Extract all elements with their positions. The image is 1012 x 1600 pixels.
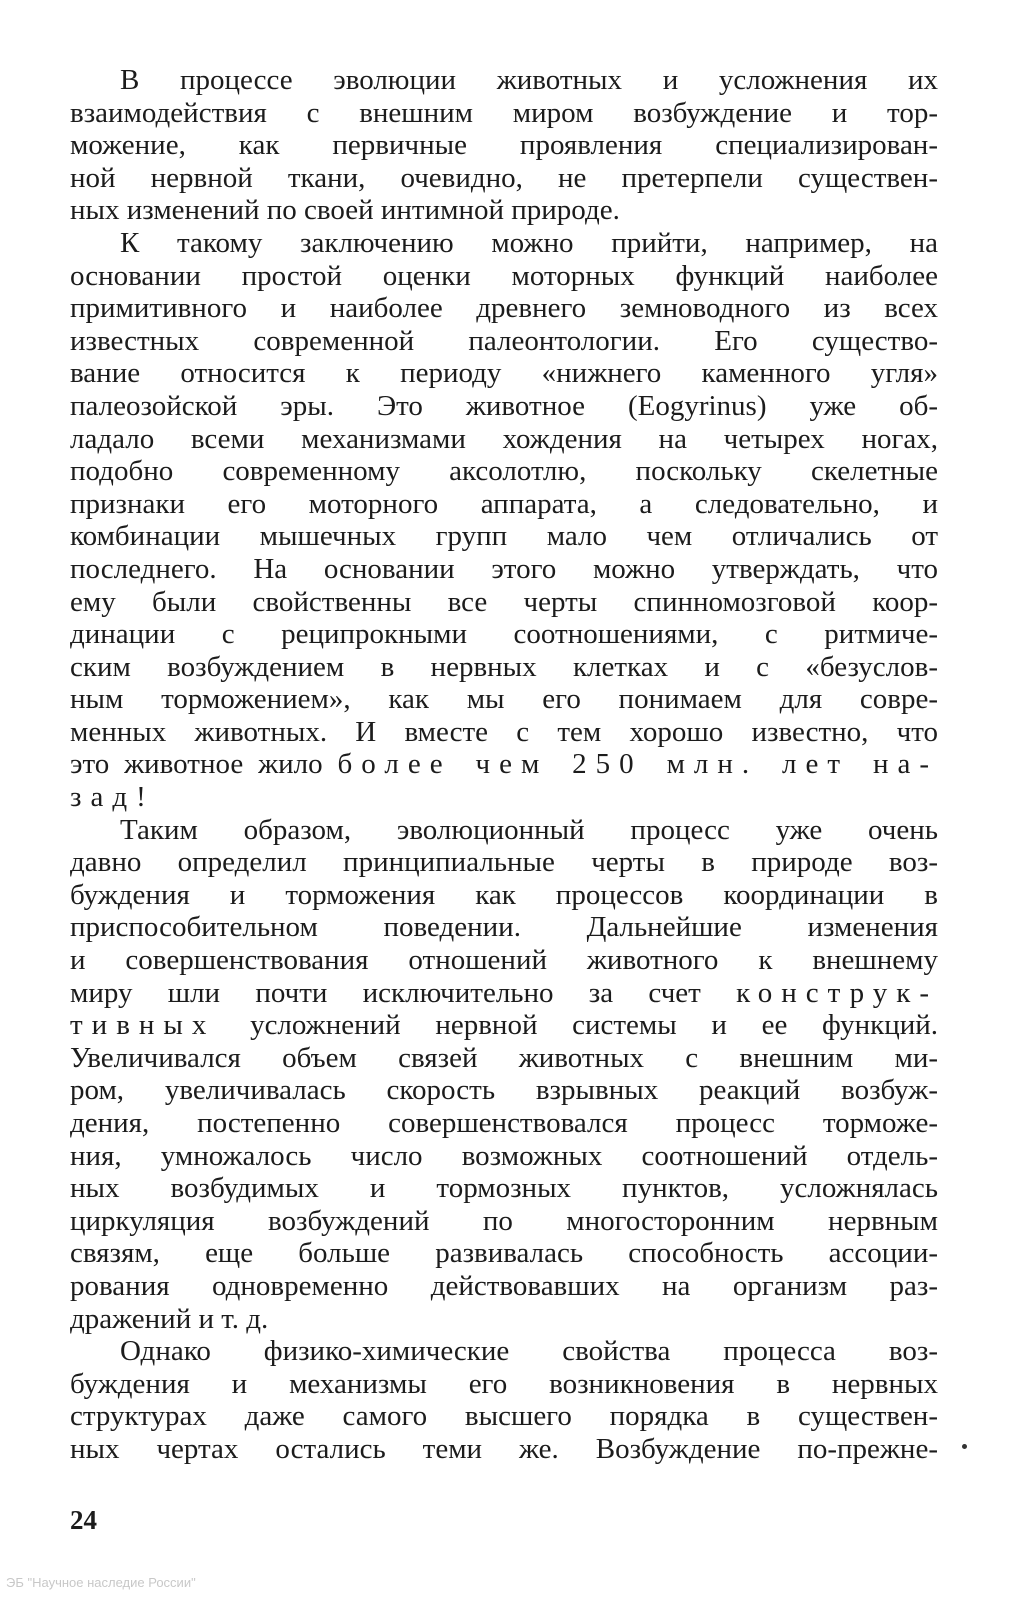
line-text: ром, увеличивалась скорость взрывных реакций возбуж- bbox=[70, 1074, 938, 1107]
line-text: В процессе эволюции животных и усложнения их bbox=[120, 64, 938, 96]
line-text: циркуляция возбуждений по многосторонним нервным bbox=[70, 1204, 938, 1237]
watermark-text: ЭБ "Научное наследие России" bbox=[6, 1575, 196, 1590]
line-text: структурах даже самого высшего порядка в существен- bbox=[70, 1400, 938, 1433]
line-text: примитивного и наиболее древнего земноводного из всех bbox=[70, 292, 938, 325]
line-text: ным торможением», как мы его понимаем для совре- bbox=[70, 683, 938, 716]
line-text: давно определил принципиальные черты в природе воз- bbox=[70, 846, 938, 879]
text-line bbox=[70, 194, 938, 227]
line-text: основании простой оценки моторных функций наиболее bbox=[70, 259, 938, 292]
text-line bbox=[70, 651, 938, 684]
text-line bbox=[70, 423, 938, 456]
line-text: менных животных. И вместе с тем хорошо известно, что bbox=[70, 715, 938, 748]
text-line bbox=[70, 292, 938, 325]
line-text: подобно современному аксолотлю, поскольку скелетные bbox=[70, 455, 938, 488]
line-text: буждения и механизмы его возникновения в нервных bbox=[70, 1367, 938, 1400]
text-line bbox=[70, 814, 938, 847]
text-line bbox=[70, 1205, 938, 1238]
line-text: связям, еще больше развивалась способность ассоции- bbox=[70, 1237, 938, 1270]
line-text: вание относится к периоду «нижнего каменного угля» bbox=[70, 357, 938, 390]
text-line bbox=[70, 683, 938, 716]
text-line bbox=[70, 520, 938, 553]
spaced-emphasis: более чем 250 млн. лет на- bbox=[337, 748, 938, 781]
line-text: ским возбуждением в нервных клетках и с «безуслов- bbox=[70, 650, 938, 683]
text-line bbox=[70, 162, 938, 195]
line-text: взаимодействия с внешним миром возбуждение и тор- bbox=[70, 96, 938, 129]
text-line bbox=[70, 455, 938, 488]
line-text: дражений и т. д. bbox=[70, 1302, 269, 1335]
line-text: усложнений нервной системы и ее функций. bbox=[250, 1009, 938, 1042]
text-line bbox=[70, 97, 938, 130]
line-text: Таким образом, эволюционный процесс уже очень bbox=[120, 813, 938, 846]
line-text: комбинации мышечных групп мало чем отличались от bbox=[70, 520, 938, 553]
line-text: К такому заключению можно прийти, например, на bbox=[120, 226, 938, 259]
text-line bbox=[70, 1042, 938, 1075]
text-line bbox=[70, 1107, 938, 1140]
line-text: рования одновременно действовавших на организм раз- bbox=[70, 1269, 938, 1302]
text-line bbox=[70, 260, 938, 293]
line-text: это животное жило bbox=[70, 748, 323, 781]
line-text: ных возбудимых и тормозных пунктов, усложнялась bbox=[70, 1172, 938, 1205]
text-line bbox=[70, 618, 938, 651]
line-text: ной нервной ткани, очевидно, не претерпели существен- bbox=[70, 161, 938, 194]
line-text: миру шли почти исключительно за счет bbox=[70, 976, 701, 1009]
text-line bbox=[70, 357, 938, 390]
text-line bbox=[70, 1172, 938, 1205]
line-text: известных современной палеонтологии. Его существо- bbox=[70, 324, 938, 357]
line-text: ему были свойственны все черты спинномозговой коор- bbox=[70, 585, 938, 618]
text-line bbox=[70, 1140, 938, 1173]
text-line bbox=[70, 977, 938, 1010]
text-line bbox=[70, 846, 938, 879]
spaced-emphasis: тивных bbox=[70, 1009, 216, 1042]
margin-dot bbox=[962, 1444, 967, 1449]
line-text: ных изменений по своей интимной природе. bbox=[70, 194, 620, 227]
text-line bbox=[70, 227, 938, 260]
page-number: 24 bbox=[70, 1505, 97, 1535]
line-text: палеозойской эры. Это животное (Eogyrinus) уже об- bbox=[70, 389, 938, 422]
line-text: Увеличивался объем связей животных с внешним ми- bbox=[70, 1041, 938, 1074]
text-line bbox=[70, 781, 938, 814]
line-text: последнего. На основании этого можно утверждать, что bbox=[70, 552, 938, 585]
line-text: признаки его моторного аппарата, а следовательно, и bbox=[70, 487, 938, 520]
text-line bbox=[70, 553, 938, 586]
text-line bbox=[70, 1335, 938, 1368]
text-line bbox=[70, 748, 938, 781]
text-line bbox=[70, 586, 938, 619]
line-text: дения, постепенно совершенствовался процесс торможе- bbox=[70, 1107, 938, 1139]
line-text: ных чертах остались теми же. Возбуждение по-прежне- bbox=[70, 1432, 938, 1465]
spaced-emphasis: конструк- bbox=[736, 976, 938, 1009]
text-line bbox=[70, 64, 938, 97]
text-line bbox=[70, 879, 938, 912]
line-text: буждения и торможения как процессов координации в bbox=[70, 878, 938, 911]
line-text: можение, как первичные проявления специализирован- bbox=[70, 129, 938, 162]
text-line bbox=[70, 1009, 938, 1042]
text-line bbox=[70, 129, 938, 162]
text-line bbox=[70, 1237, 938, 1270]
line-text: ладало всеми механизмами хождения на четырех ногах, bbox=[70, 422, 938, 455]
text-line bbox=[70, 1270, 938, 1303]
text-line bbox=[70, 325, 938, 358]
text-line bbox=[70, 1400, 938, 1433]
line-text: Однако физико-химические свойства процесса воз- bbox=[120, 1335, 938, 1368]
text-line bbox=[70, 716, 938, 749]
text-line bbox=[70, 1433, 938, 1466]
line-text: и совершенствования отношений животного к внешнему bbox=[70, 944, 938, 977]
page-body bbox=[70, 64, 938, 1466]
line-text: ния, умножалось число возможных соотношений отдель- bbox=[70, 1139, 938, 1172]
text-line bbox=[70, 1074, 938, 1107]
spaced-emphasis: зад! bbox=[70, 781, 155, 814]
line-text: динации с реципрокными соотношениями, с ритмиче- bbox=[70, 618, 938, 651]
text-line bbox=[70, 1368, 938, 1401]
text-line bbox=[70, 1303, 938, 1336]
text-line bbox=[70, 911, 938, 944]
text-line bbox=[70, 390, 938, 423]
line-text: приспособительном поведении. Дальнейшие изменения bbox=[70, 911, 938, 944]
text-line bbox=[70, 944, 938, 977]
text-line bbox=[70, 488, 938, 521]
